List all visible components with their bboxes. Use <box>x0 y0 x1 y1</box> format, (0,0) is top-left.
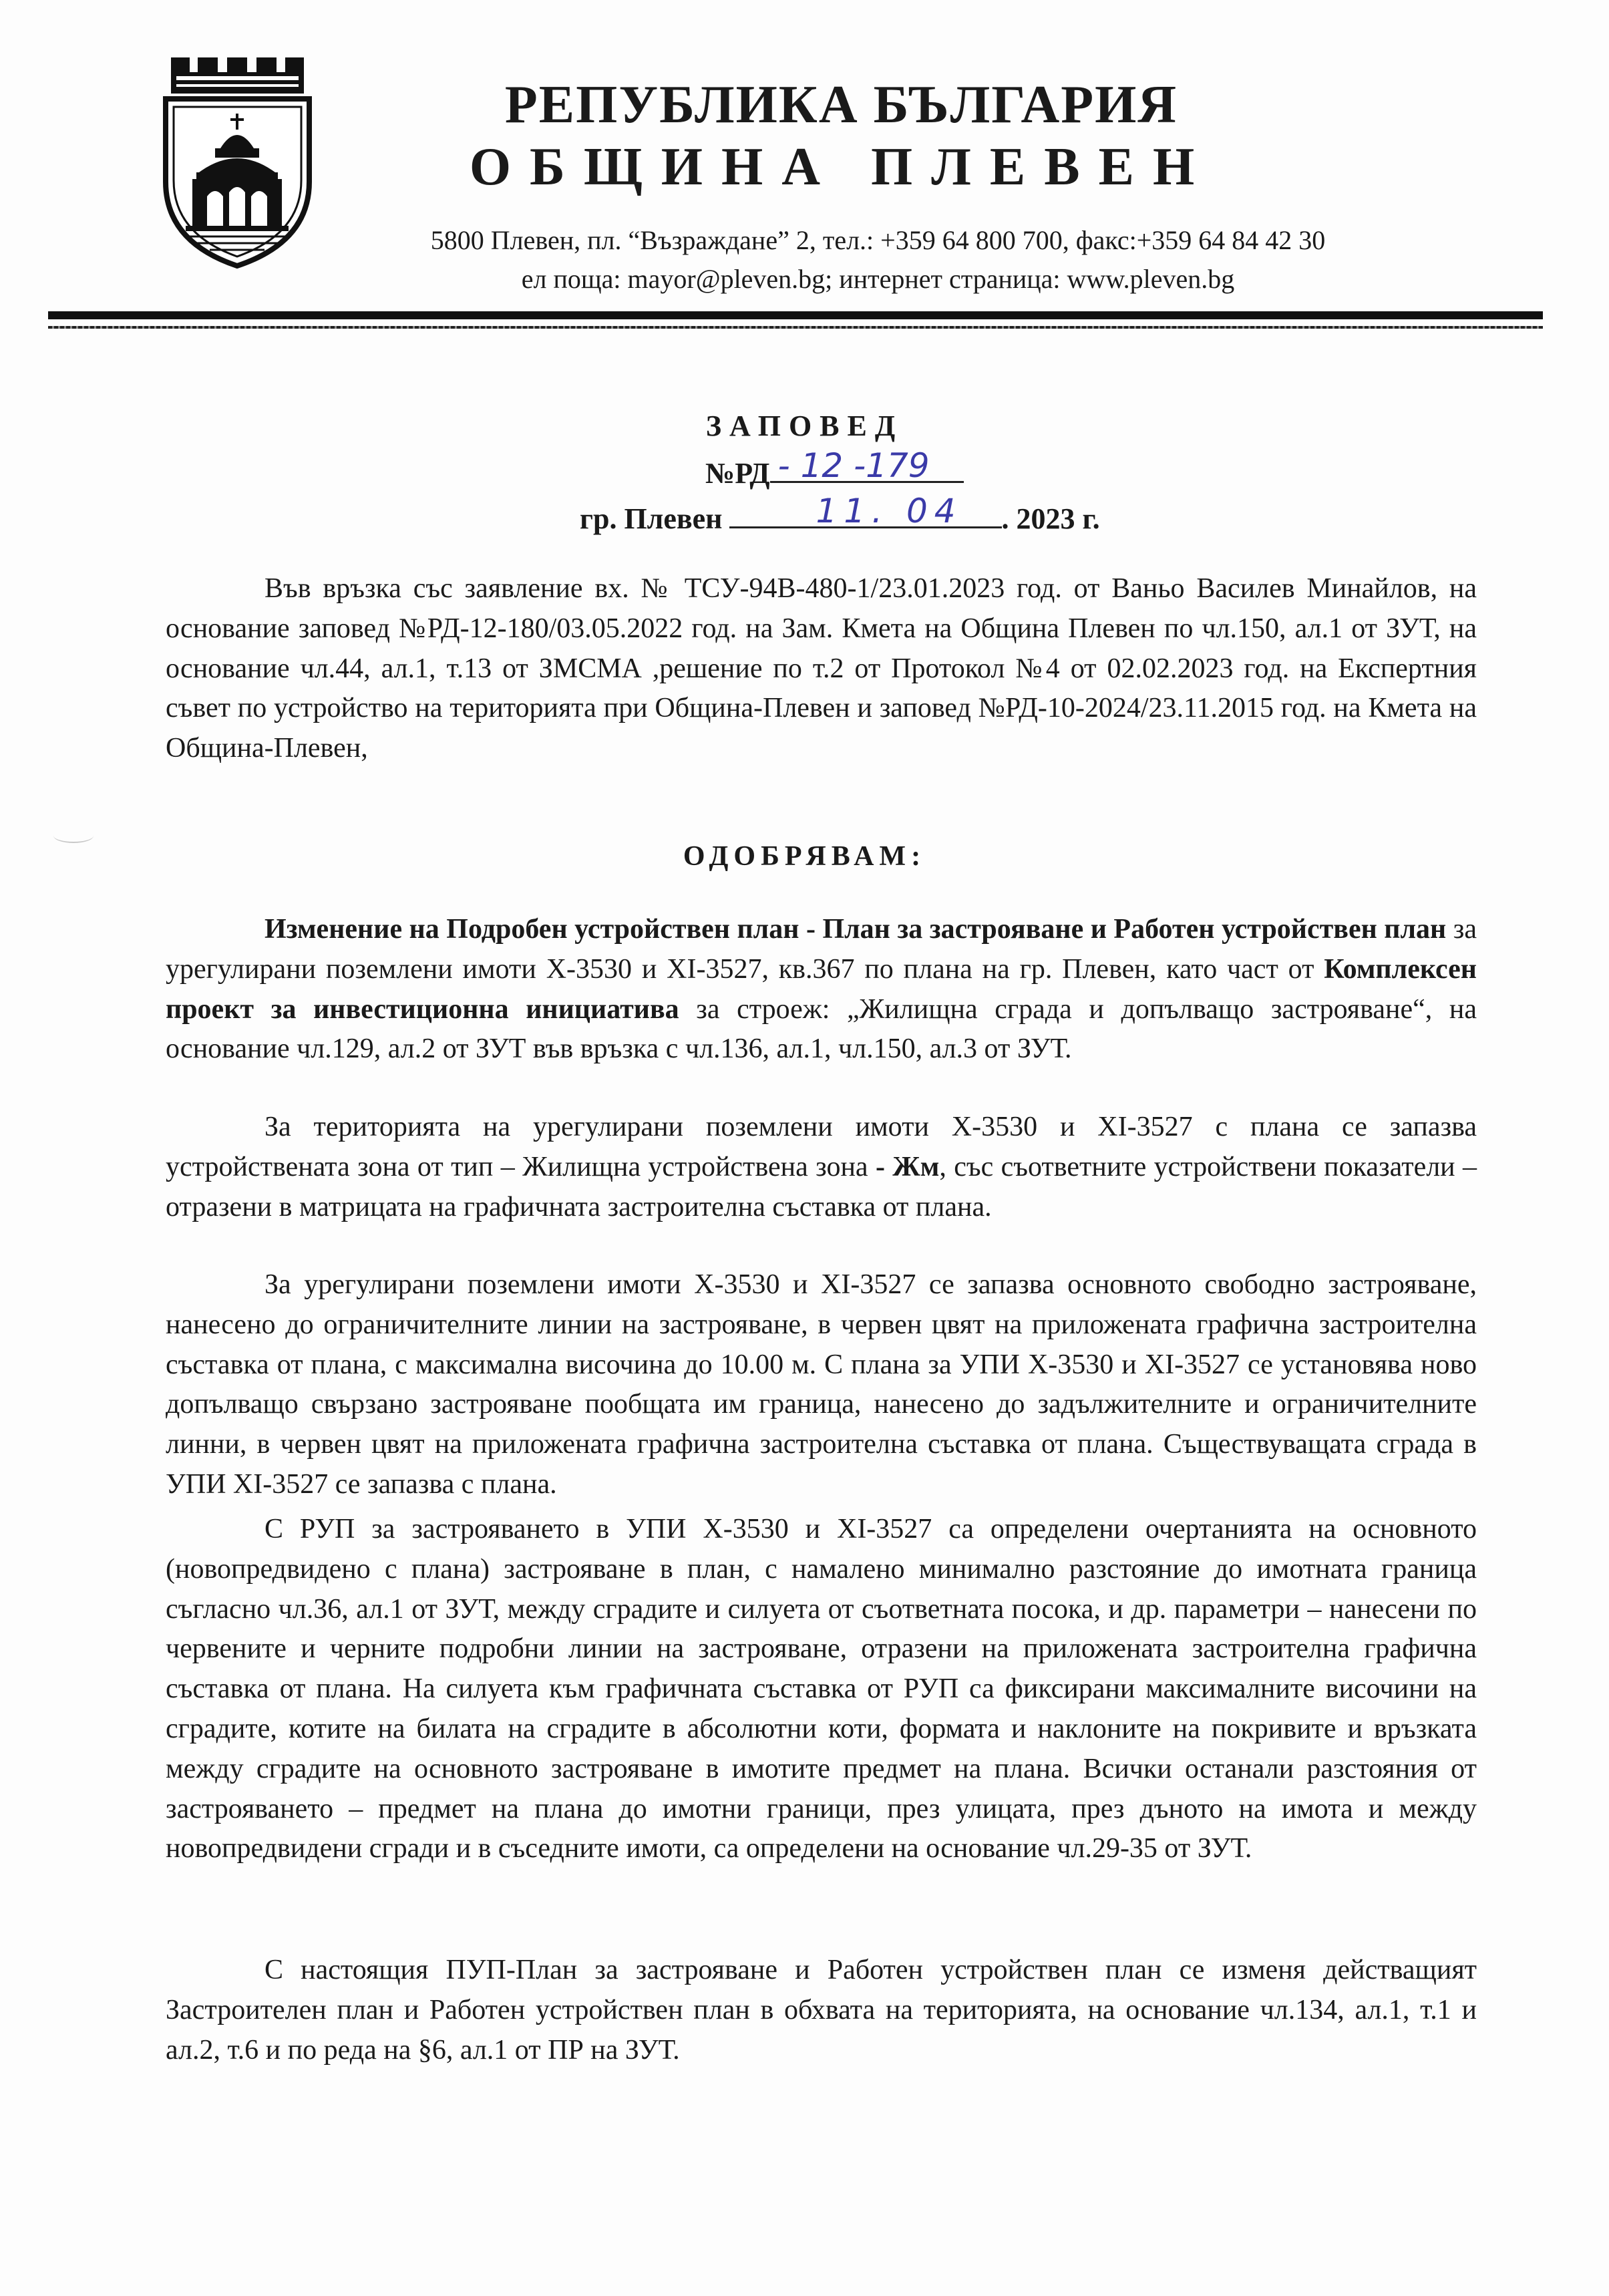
letterhead-country: РЕПУБЛИКА БЪЛГАРИЯ <box>504 75 1178 134</box>
order-date-handwritten: 11. 04 <box>816 492 962 530</box>
paragraph-1-bold-b: Комплексен проект за инвестиционна инициатива <box>166 953 1477 1025</box>
letterhead-municipality: ОБЩИНА ПЛЕВЕН <box>469 138 1214 196</box>
paragraph-5: С настоящия ПУП-План за застрояване и Работен устройствен план се изменя действащият Застроителен план и Работен устройствен план в обхвата на територията, на основание чл.134, ал.1, т.1 и ал.2, т.6 и по реда на §6, ал.1 от ПР на ЗУТ. <box>166 1955 1477 2066</box>
approve-heading: ОДОБРЯВАМ: <box>683 841 926 872</box>
letterhead-rule <box>48 311 1543 319</box>
paragraph-4: С РУП за застрояването в УПИ X-3530 и XI-3527 са определени очертанията на основното (новопредвидено с плана) застрояване в план, с намалено минимално разстояние до имотната граница съгласно чл.36, ал.1 от ЗУТ, между сградите и силуета от съответната посока, и др. параметри – нанесени по червените и черните подробни линии на застрояване, отразени на приложената застроителна графична съставка от плана. На силуета към графичната съставка от РУП са фиксирани максималните височини на сградите, котите на билата на сградите в абсолютни коти, формата и наклоните на покривите и връзката между сградите на основното застрояване в имотите предмет на плана. Всички останали разстояния от застрояването – предмет на плана до имотни граници, през улицата, през дъното на имота и между новопредвидени сгради и в съседните имоти, са определени на основание чл.29-35 от ЗУТ. <box>166 1514 1477 1864</box>
order-date-suffix: . 2023 г. <box>1001 502 1100 535</box>
letterhead-address: 5800 Плевен, пл. “Възраждане” 2, тел.: +359 64 800 700, факс:+359 64 84 42 30 <box>430 225 1326 255</box>
order-number <box>705 446 964 490</box>
paragraph-2 <box>166 1108 1477 1227</box>
paragraph-1-bold-a: Изменение на Подробен устройствен план - План за застрояване и Работен устройствен план <box>264 914 1447 945</box>
paragraph-1-text-b: за строеж: „Жилищна сграда и допълващо застрояване“, на основание чл.129, ал.2 от ЗУТ във връзка с чл.136, ал.1, чл.150, ал.3 от ЗУТ. <box>166 993 1477 1065</box>
order-date-prefix: гр. Плевен <box>580 502 723 535</box>
letterhead-contacts: ел поща: mayor@pleven.bg; интернет страница: www.pleven.bg <box>521 264 1235 294</box>
intro-paragraph: Във връзка със заявление вх. № ТСУ-94В-480-1/23.01.2023 год. от Ваньо Василев Минайлов, на основание заповед №РД-12-180/03.05.2022 год. на Зам. Кмета на Община Плевен по чл.150, ал.1 от ЗУТ, на основание чл.44, ал.1, т.13 от ЗМСМА ,решение по т.2 от Протокол №4 от 02.02.2023 год. на Експертния съвет по устройство на територията при Община-Плевен и заповед №РД-10-2024/23.11.2015 год. на Кмета на Община-Плевен, <box>166 573 1477 764</box>
order-date-field <box>729 492 1002 530</box>
order-number-field <box>770 446 964 485</box>
paragraph-3: За урегулирани поземлени имоти X-3530 и XI-3527 се запазва основното свободно застрояване, нанесено до ограничителните линии на застрояване, в червен цвят на приложената графична застроителна съставка от плана, с максимална височина до 10.00 м. С плана за УПИ X-3530 и XI-3527 се установява ново допълващо свързано застрояване пообщата им граница, нанесено до задължителните и ограничителните линни, в червен цвят на приложената графична застроителна съставка от плана. Съществуващата сграда в УПИ XI-3527 се запазва с плана. <box>166 1269 1477 1500</box>
order-title: ЗАПОВЕД <box>705 409 904 442</box>
paragraph-1 <box>166 910 1477 1070</box>
paragraph-2-text-b: , със съответните устройствени показатели – отразени в матрицата на графичната застроителна съставка от плана. <box>166 1151 1477 1222</box>
order-number-prefix: №РД <box>705 457 770 490</box>
order-date <box>580 492 1100 536</box>
paragraph-2-bold: - Жм <box>875 1151 940 1182</box>
order-number-handwritten: - 12 -179 <box>777 446 930 485</box>
paragraph-2-text-a: За територията на урегулирани поземлени имоти X-3530 и XI-3527 с плана се запазва устройствената зона от тип – Жилищна устройствена зона <box>166 1112 1477 1182</box>
letterhead-rule-thin <box>48 326 1543 329</box>
paragraph-1-text-a: за урегулирани поземлени имоти X-3530 и XI-3527, кв.367 по плана на гр. Плевен, като част от <box>166 914 1477 985</box>
